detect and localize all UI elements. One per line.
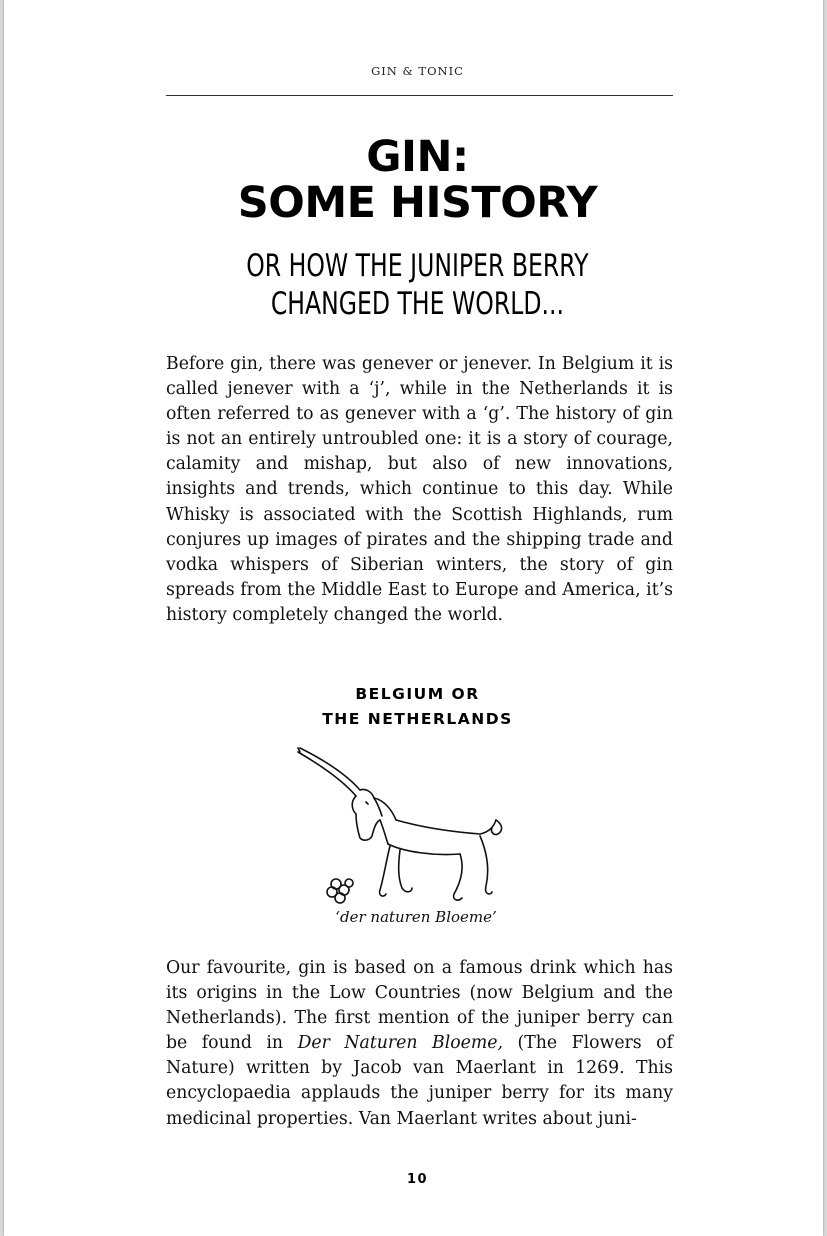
history-text-end: (The Flowers of Nature) written by Jacob van Maerlant in 1269. This encyclopaedia applauds the juniper berry for its many medicinal properties. Van Maerlant writes about juni- [166,1033,673,1129]
page-number: 10 [406,1172,429,1187]
illustration-caption: ‘der naturen Bloeme’ [335,908,497,926]
chapter-subtitle [103,247,732,323]
chapter-title-line-1: GIN: [366,132,469,182]
book-title-italic: Der Naturen Bloeme, [297,1033,503,1054]
header-divider [166,95,673,96]
running-head: GIN & TONIC [371,64,464,78]
history-text-start: Our favourite, gin is based on a famous drink which has its origins in the Low Countries (now Belgium and the Netherlands). The first mention of the juniper berry can be found in [166,958,673,1054]
section-heading-line-2: THE NETHERLANDS [322,710,513,728]
history-paragraph [166,956,673,1132]
chapter-subtitle-line-2: CHANGED THE WORLD... [270,286,564,322]
book-page [4,0,823,1236]
chapter-title-line-2: SOME HISTORY [237,178,598,228]
section-heading [4,682,827,732]
section-heading-line-1: BELGIUM OR [355,685,480,703]
chapter-subtitle-line-1: OR HOW THE JUNIPER BERRY [246,248,589,284]
chapter-title [4,134,827,226]
intro-paragraph: Before gin, there was genever or jenever. In Belgium it is called jenever with a ‘j’, while in the Netherlands it is often referred to as genever with a ‘g’. The history of gin is not an entirely untroubled one: it is a story of courage, calamity and mishap, but also of new innovations, insights and trends, which continue to this day. While Whisky is associated with the Scottish Highlands, rum conjures up images of pirates and the shipping trade and vodka whispers of Siberian winters, the story of gin spreads from the Middle East to Europe and America, it’s history completely changed the world. [166,354,673,625]
